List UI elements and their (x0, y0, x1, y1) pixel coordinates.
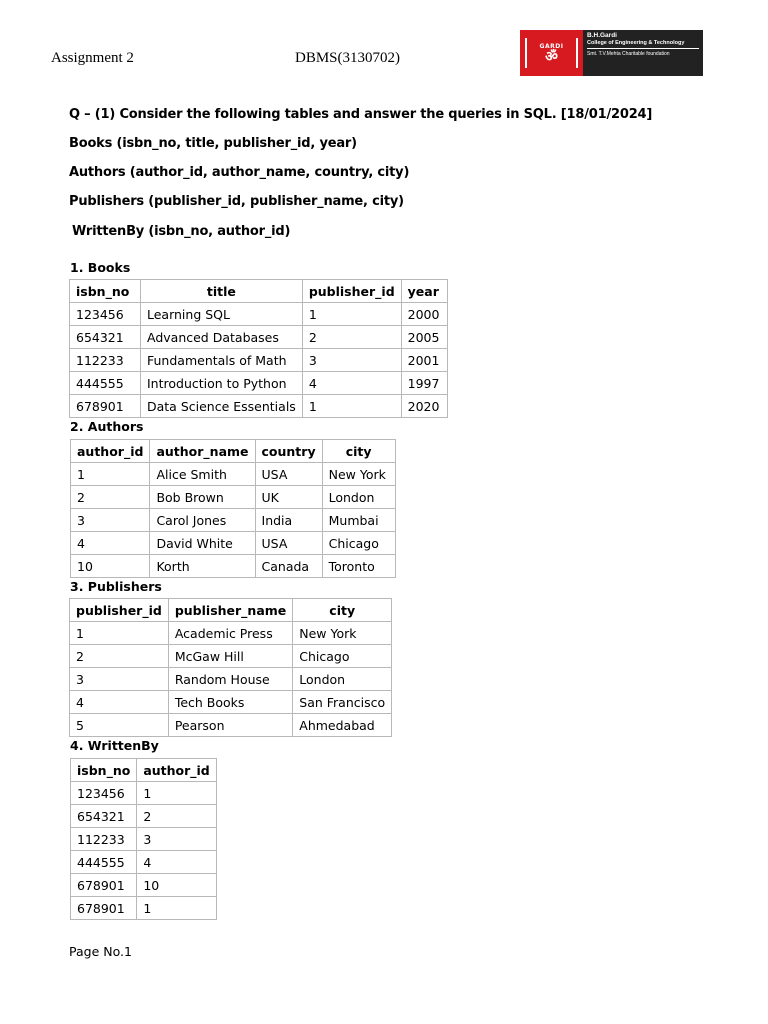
table-cell: Data Science Essentials (141, 395, 303, 418)
table-cell: 2 (71, 486, 150, 509)
table-row (70, 395, 448, 418)
table-cell: 2001 (401, 349, 447, 372)
question-text: Q – (1) Consider the following tables and answer the queries in SQL. [18/01/2024] (69, 107, 653, 122)
table-cell: 654321 (70, 326, 141, 349)
table-cell: 1 (70, 622, 169, 645)
table-cell: 444555 (71, 851, 137, 874)
table-cell: Bob Brown (150, 486, 255, 509)
table-cell: Tech Books (168, 691, 292, 714)
table-cell: London (322, 486, 395, 509)
table-cell: 3 (70, 668, 169, 691)
table-cell: 2020 (401, 395, 447, 418)
table-cell: 112233 (71, 828, 137, 851)
table-row (70, 691, 392, 714)
table-cell: 1997 (401, 372, 447, 395)
table-cell: Chicago (322, 532, 395, 555)
table-cell: 1 (137, 782, 216, 805)
table-cell: Carol Jones (150, 509, 255, 532)
table-cell: 3 (137, 828, 216, 851)
table-row (70, 303, 448, 326)
table-header-row (70, 599, 392, 622)
table-row (70, 349, 448, 372)
authors-title: 2. Authors (70, 419, 144, 434)
table-cell: 1 (71, 463, 150, 486)
table-row (70, 668, 392, 691)
table-row (71, 782, 217, 805)
table-header-row (71, 759, 217, 782)
table-header: publisher_id (70, 599, 169, 622)
table-header: isbn_no (70, 280, 141, 303)
table-cell: 1 (302, 395, 401, 418)
schema-books: Books (isbn_no, title, publisher_id, year) (69, 136, 357, 151)
table-cell: San Francisco (293, 691, 392, 714)
table-cell: Toronto (322, 555, 395, 578)
table-cell: USA (255, 463, 322, 486)
table-cell: 678901 (71, 874, 137, 897)
header-course: DBMS(3130702) (295, 50, 401, 66)
table-header: isbn_no (71, 759, 137, 782)
table-cell: Canada (255, 555, 322, 578)
table-header: title (141, 280, 303, 303)
table-cell: 4 (137, 851, 216, 874)
table-header: publisher_name (168, 599, 292, 622)
table-header: author_id (71, 440, 150, 463)
table-cell: 2 (70, 645, 169, 668)
table-cell: India (255, 509, 322, 532)
table-header: country (255, 440, 322, 463)
logo-line3: Smt. T.V.Mehta Charitable foundation (587, 51, 670, 57)
table-cell: Chicago (293, 645, 392, 668)
table-cell: 678901 (71, 897, 137, 920)
schema-publishers: Publishers (publisher_id, publisher_name, city) (69, 194, 404, 209)
table-cell: New York (322, 463, 395, 486)
table-cell: Alice Smith (150, 463, 255, 486)
logo-emblem (520, 30, 583, 76)
table-cell: 112233 (70, 349, 141, 372)
table-row (71, 897, 217, 920)
table-cell: 10 (71, 555, 150, 578)
logo-glyph-icon: ॐ (545, 48, 558, 65)
table-cell: 654321 (71, 805, 137, 828)
table-row (71, 851, 217, 874)
table-header: author_id (137, 759, 216, 782)
table-cell: 2005 (401, 326, 447, 349)
table-cell: 2000 (401, 303, 447, 326)
table-cell: Korth (150, 555, 255, 578)
table-row (70, 372, 448, 395)
table-cell: Advanced Databases (141, 326, 303, 349)
table-cell: 3 (302, 349, 401, 372)
header-assignment: Assignment 2 (51, 50, 134, 66)
writtenby-table (70, 758, 217, 920)
logo-line2: College of Engineering & Technology (587, 40, 699, 49)
schema-writtenby: WrittenBy (isbn_no, author_id) (72, 224, 291, 239)
table-cell: Ahmedabad (293, 714, 392, 737)
table-cell: 4 (302, 372, 401, 395)
table-cell: 2 (137, 805, 216, 828)
writtenby-title: 4. WrittenBy (70, 738, 159, 753)
table-cell: 5 (70, 714, 169, 737)
schema-authors: Authors (author_id, author_name, country, city) (69, 165, 410, 180)
table-cell: Random House (168, 668, 292, 691)
table-cell: 1 (137, 897, 216, 920)
table-header-row (71, 440, 396, 463)
table-cell: 123456 (71, 782, 137, 805)
table-cell: 4 (70, 691, 169, 714)
table-cell: 10 (137, 874, 216, 897)
authors-table (70, 439, 396, 578)
table-cell: 1 (302, 303, 401, 326)
table-cell: 444555 (70, 372, 141, 395)
logo-text-block (583, 30, 703, 76)
table-row (71, 874, 217, 897)
publishers-title: 3. Publishers (70, 579, 162, 594)
table-cell: 2 (302, 326, 401, 349)
table-cell: UK (255, 486, 322, 509)
table-cell: Academic Press (168, 622, 292, 645)
table-row (71, 509, 396, 532)
table-row (71, 828, 217, 851)
table-row (70, 714, 392, 737)
table-cell: 123456 (70, 303, 141, 326)
table-cell: Fundamentals of Math (141, 349, 303, 372)
books-table (69, 279, 448, 418)
publishers-table (69, 598, 392, 737)
table-cell: Learning SQL (141, 303, 303, 326)
table-row (71, 532, 396, 555)
table-cell: McGaw Hill (168, 645, 292, 668)
table-cell: London (293, 668, 392, 691)
logo-line1: B.H.Gardi (587, 32, 617, 39)
table-header: publisher_id (302, 280, 401, 303)
table-cell: USA (255, 532, 322, 555)
table-row (70, 645, 392, 668)
college-logo (520, 30, 703, 76)
table-cell: New York (293, 622, 392, 645)
table-row (70, 326, 448, 349)
table-cell: David White (150, 532, 255, 555)
table-row (71, 486, 396, 509)
table-row (71, 555, 396, 578)
table-header-row (70, 280, 448, 303)
table-cell: 678901 (70, 395, 141, 418)
table-cell: Introduction to Python (141, 372, 303, 395)
table-cell: Mumbai (322, 509, 395, 532)
table-cell: Pearson (168, 714, 292, 737)
table-row (71, 463, 396, 486)
table-header: author_name (150, 440, 255, 463)
books-title: 1. Books (70, 260, 131, 275)
page-number: Page No.1 (69, 944, 132, 959)
logo-gardi-text: GARDI (539, 42, 564, 50)
table-header: year (401, 280, 447, 303)
table-header: city (293, 599, 392, 622)
table-row (71, 805, 217, 828)
table-row (70, 622, 392, 645)
table-header: city (322, 440, 395, 463)
table-cell: 3 (71, 509, 150, 532)
table-cell: 4 (71, 532, 150, 555)
